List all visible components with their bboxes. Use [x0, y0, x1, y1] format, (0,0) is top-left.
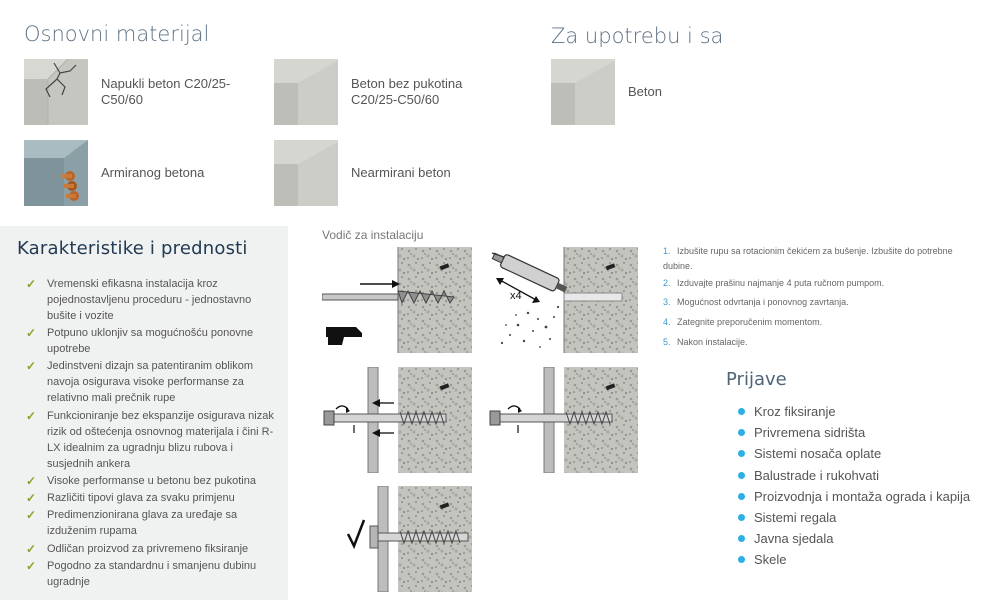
- check-icon: ✓: [26, 409, 37, 423]
- reinforced-concrete-image: [24, 140, 88, 206]
- check-icon: ✓: [26, 474, 37, 488]
- bullet-icon: [738, 535, 745, 542]
- uncracked-concrete-image: [274, 59, 338, 125]
- install-step-2-blowout-image: [488, 247, 638, 353]
- install-step-4-tighten-image: [488, 367, 638, 473]
- install-step-text-2: 2. Izduvajte prašinu najmanje 4 puta ručnom pumpom.: [663, 278, 885, 288]
- feature-item: ✓ Potpuno uklonjiv sa mogućnošću ponovne upotrebe: [26, 326, 254, 355]
- feature-item: ✓ Vremenski efikasna instalacija kroz pojednostavljenu proceduru - jednostavno bušite i vozite: [26, 277, 252, 322]
- check-icon: ✓: [26, 359, 37, 373]
- application-item: Skele: [738, 552, 787, 567]
- feature-item: ✓ Jedinstveni dizajn sa patentiranim oblikom navoja osigurava visoke performanse za relativno mali prečnik rupe: [26, 359, 254, 404]
- cracked-concrete-image: [24, 59, 88, 125]
- bullet-icon: [738, 450, 745, 457]
- features-title: Karakteristike i prednosti: [17, 238, 248, 259]
- material-label-unreinforced: Nearmirani beton: [351, 165, 451, 180]
- bullet-icon: [738, 556, 745, 563]
- application-item: Sistemi regala: [738, 510, 836, 525]
- feature-item: ✓ Predimenzionirana glava za uređaje sa izduženim rupama: [26, 508, 238, 537]
- suitable-label-concrete: Beton: [628, 84, 662, 99]
- checkmark-icon: [348, 520, 364, 546]
- install-step-text-4: 4. Zategnite preporučenim momentom.: [663, 317, 823, 327]
- application-item: Proizvodnja i montaža ograda i kapija: [738, 489, 970, 504]
- unreinforced-concrete-image: [274, 140, 338, 206]
- check-icon: ✓: [26, 491, 37, 505]
- suitable-for-title: Za upotrebu i sa: [551, 24, 724, 48]
- application-item: Kroz fiksiranje: [738, 404, 836, 419]
- repeat-count-label: x4: [510, 290, 522, 302]
- bullet-icon: [738, 429, 745, 436]
- material-label-uncracked: Beton bez pukotina C20/25-C50/60: [351, 76, 463, 107]
- install-step-3-screw-image: [322, 367, 472, 473]
- feature-item: ✓ Odličan proizvod za privremeno fiksiranje: [26, 542, 249, 556]
- install-step-5-done-image: [322, 486, 472, 592]
- install-step-text-5: 5. Nakon instalacije.: [663, 337, 748, 347]
- bullet-icon: [738, 408, 745, 415]
- install-step-1-drill-image: [322, 247, 472, 353]
- bullet-icon: [738, 472, 745, 479]
- feature-item: ✓ Visoke performanse u betonu bez pukotina: [26, 474, 256, 488]
- check-icon: ✓: [26, 508, 37, 522]
- concrete-image: [551, 59, 615, 125]
- check-icon: ✓: [26, 277, 37, 291]
- features-panel: [0, 226, 288, 600]
- install-guide-title: Vodič za instalaciju: [322, 228, 424, 242]
- install-step-text-1: 1. Izbušite rupu sa rotacionim čekićem za bušenje. Izbušite do potrebne dubine.: [663, 246, 953, 271]
- application-item: Javna sjedala: [738, 531, 834, 546]
- install-step-text-3: 3. Mogućnost odvrtanja i ponovnog zavrtanja.: [663, 297, 849, 307]
- check-icon: ✓: [26, 542, 37, 556]
- application-item: Balustrade i rukohvati: [738, 468, 879, 483]
- bullet-icon: [738, 514, 745, 521]
- base-material-title: Osnovni materijal: [24, 22, 210, 46]
- applications-title: Prijave: [726, 369, 787, 390]
- application-item: Privremena sidrišta: [738, 425, 865, 440]
- check-icon: ✓: [26, 559, 37, 573]
- bullet-icon: [738, 493, 745, 500]
- feature-item: ✓ Funkcioniranje bez ekspanzije osigurava nizak rizik od oštećenja osnovnog materijala i čini R-LX idealnim za ugradnju blizu rubova i susjednih ankera: [26, 409, 274, 470]
- material-label-cracked: Napukli beton C20/25-C50/60: [101, 76, 231, 107]
- feature-item: ✓ Različiti tipovi glava za svaku primjenu: [26, 491, 235, 505]
- application-item: Sistemi nosača oplate: [738, 446, 881, 461]
- check-icon: ✓: [26, 326, 37, 340]
- material-label-reinforced: Armiranog betona: [101, 165, 205, 180]
- feature-item: ✓ Pogodno za standardnu i smanjenu dubinu ugradnje: [26, 559, 257, 588]
